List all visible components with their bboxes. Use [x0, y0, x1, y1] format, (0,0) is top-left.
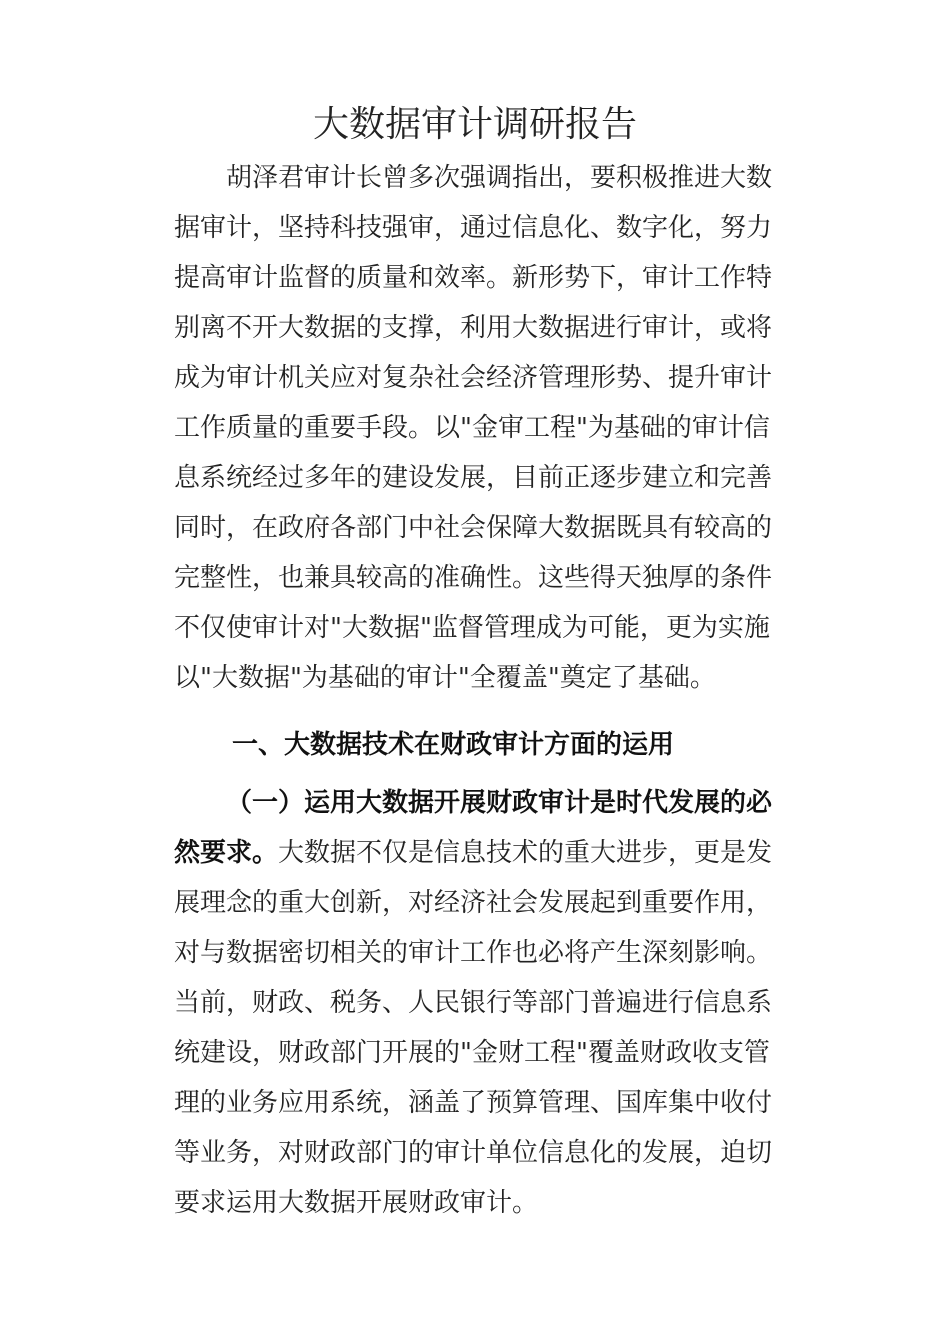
subsection-heading-end: 然要求。 [174, 838, 279, 868]
subsection-line [174, 828, 786, 878]
intro-line: 胡泽君审计长曾多次强调指出，要积极推进大数 [226, 163, 773, 193]
intro-line: 工作质量的重要手段。以"金审工程"为基础的审计信 [174, 413, 770, 443]
intro-line: 完整性，也兼具较高的准确性。这些得天独厚的条件 [174, 563, 773, 593]
intro-line: 别离不开大数据的支撑，利用大数据进行审计，或将 [174, 313, 773, 343]
intro-line: 以"大数据"为基础的审计"全覆盖"奠定了基础。 [174, 663, 716, 693]
subsection-line: 理的业务应用系统，涵盖了预算管理、国库集中收付 [174, 1088, 773, 1118]
intro-paragraph [174, 153, 786, 703]
intro-line: 息系统经过多年的建设发展，目前正逐步建立和完善 [174, 463, 773, 493]
subsection-line: 要求运用大数据开展财政审计。 [174, 1188, 539, 1218]
intro-line: 成为审计机关应对复杂社会经济管理形势、提升审计 [174, 363, 773, 393]
subsection-line: 等业务，对财政部门的审计单位信息化的发展，迫切 [174, 1138, 773, 1168]
document-title: 大数据审计调研报告 [312, 104, 637, 145]
subsection-line: 统建设，财政部门开展的"金财工程"覆盖财政收支管 [174, 1038, 770, 1068]
subsection-text: 大数据不仅是信息技术的重大进步，更是发 [278, 838, 773, 868]
section-heading: 一、大数据技术在财政审计方面的运用 [232, 730, 675, 760]
subsection-line: 展理念的重大创新，对经济社会发展起到重要作用， [174, 888, 773, 918]
intro-line: 不仅使审计对"大数据"监督管理成为可能，更为实施 [174, 613, 770, 643]
intro-line: 据审计，坚持科技强审，通过信息化、数字化，努力 [174, 213, 773, 243]
subsection-line [174, 778, 786, 828]
intro-line: 同时，在政府各部门中社会保障大数据既具有较高的 [174, 513, 773, 543]
subsection-paragraph [174, 778, 786, 1228]
subsection-line: 当前，财政、税务、人民银行等部门普遍进行信息系 [174, 988, 773, 1018]
subsection-heading: （一）运用大数据开展财政审计是时代发展的必 [226, 788, 773, 818]
subsection-line: 对与数据密切相关的审计工作也必将产生深刻影响。 [174, 938, 773, 968]
intro-line: 提高审计监督的质量和效率。新形势下，审计工作特 [174, 263, 773, 293]
